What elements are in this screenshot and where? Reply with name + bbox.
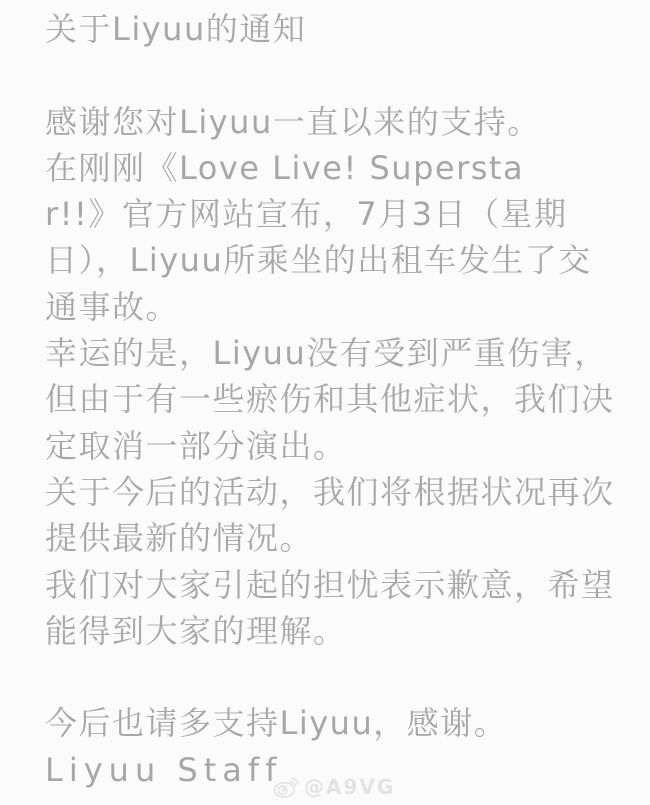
weibo-icon [272,774,299,800]
notice-line: 我们对大家引起的担忧表示歉意，希望 [45,565,615,604]
notice-line: 感谢您对Liyuu一直以来的支持。 [45,102,541,141]
signature-line: Liyuu Staff [45,750,283,789]
notice-line: r!!》官方网站宣布，7月3日（星期 [45,195,568,234]
notice-line: 日），Liyuu所乘坐的出租车发生了交 [45,241,592,280]
notice-line: 通事故。 [45,287,180,326]
blank-line [45,654,650,700]
watermark-handle: @A9VG [304,775,396,799]
notice-line: 关于今后的活动，我们将根据状况再次 [45,472,615,511]
watermark [272,774,395,800]
notice-line: 在刚刚《Love Live! Supersta [45,148,525,187]
notice-line: 幸运的是，Liyuu没有受到严重伤害， [45,334,608,373]
notice-line: 能得到大家的理解。 [45,611,347,650]
notice-line: 但由于有一些瘀伤和其他症状，我们决 [45,380,615,419]
notice-title: 关于Liyuu的通知 [45,10,307,48]
notice-line: 提供最新的情况。 [45,519,314,558]
notice-line: 定取消一部分演出。 [45,426,347,465]
blank-line [45,52,650,98]
notice-line: 今后也请多支持Liyuu，感谢。 [45,704,508,743]
